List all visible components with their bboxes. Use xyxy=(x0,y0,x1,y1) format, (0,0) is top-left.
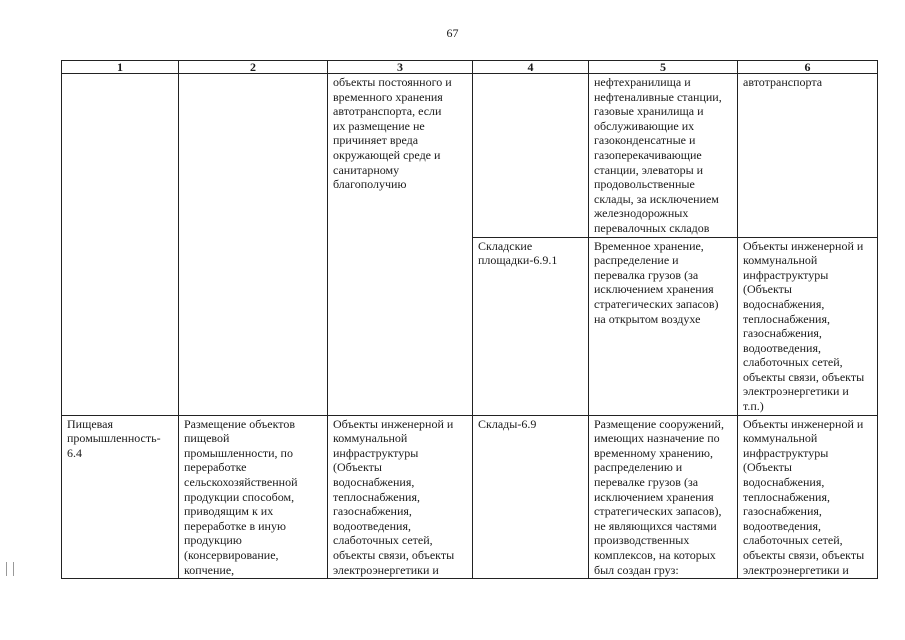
column-header-6: 6 xyxy=(738,61,878,74)
table-header-row xyxy=(62,61,878,74)
cell-conditional-use-description: нефтехранилища и нефтеналивные станции, газовые хранилища и обслуживающие их газоконденсатные и газоперекачивающие станции, элеваторы и продовольственные склады, за исключением железнодорожных перевалочных складов xyxy=(589,74,738,238)
cell-main-use xyxy=(62,74,179,416)
cell-accessory-uses: объекты постоянного и временного хранения автотранспорта, если их размещение не причиняет вреда окружающей среде и санитарному благополучию xyxy=(328,74,473,416)
cell-conditional-use-description: Размещение сооружений, имеющих назначение по временному хранению, распределению и перевалке грузов (за исключением хранения стратегических запасов), не являющихся частями производственных комплексов, на которых был создан груз: xyxy=(589,415,738,579)
cell-accessory-uses: Объекты инженерной и коммунальной инфраструктуры (Объекты водоснабжения, теплоснабжения, газоснабжения, водоотведения, слаботочных сетей, объекты связи, объекты электроэнергетики и xyxy=(328,415,473,579)
column-header-3: 3 xyxy=(328,61,473,74)
cell-conditional-accessory-uses: автотранспорта xyxy=(738,74,878,238)
column-header-2: 2 xyxy=(179,61,328,74)
cell-conditional-accessory-uses: Объекты инженерной и коммунальной инфраструктуры (Объекты водоснабжения, теплоснабжения, газоснабжения, водоотведения, слаботочных сетей, объекты связи, объекты электроэнергетики и xyxy=(738,415,878,579)
cell-conditional-use xyxy=(473,74,589,238)
cell-conditional-use: Склады-6.9 xyxy=(473,415,589,579)
cell-conditional-use: Складские площадки-6.9.1 xyxy=(473,237,589,415)
cell-main-use-description: Размещение объектов пищевой промышленности, по переработке сельскохозяйственной продукции способом, приводящим к их переработке в иную продукцию (консервирование, копчение, xyxy=(179,415,328,579)
page-number: 67 xyxy=(446,26,459,40)
column-header-4: 4 xyxy=(473,61,589,74)
table-row xyxy=(62,74,878,238)
cell-main-use: Пищевая промышленность- 6.4 xyxy=(62,415,179,579)
land-use-table xyxy=(61,60,878,579)
column-header-1: 1 xyxy=(62,61,179,74)
cell-conditional-accessory-uses: Объекты инженерной и коммунальной инфраструктуры (Объекты водоснабжения, теплоснабжения, газоснабжения, водоотведения, слаботочных сетей, объекты связи, объекты электроэнергетики и т.п.) xyxy=(738,237,878,415)
table-row xyxy=(62,415,878,579)
cell-conditional-use-description: Временное хранение, распределение и перевалка грузов (за исключением хранения стратегических запасов) на открытом воздухе xyxy=(589,237,738,415)
scan-edge-mark xyxy=(6,562,14,576)
column-header-5: 5 xyxy=(589,61,738,74)
cell-main-use-description xyxy=(179,74,328,416)
